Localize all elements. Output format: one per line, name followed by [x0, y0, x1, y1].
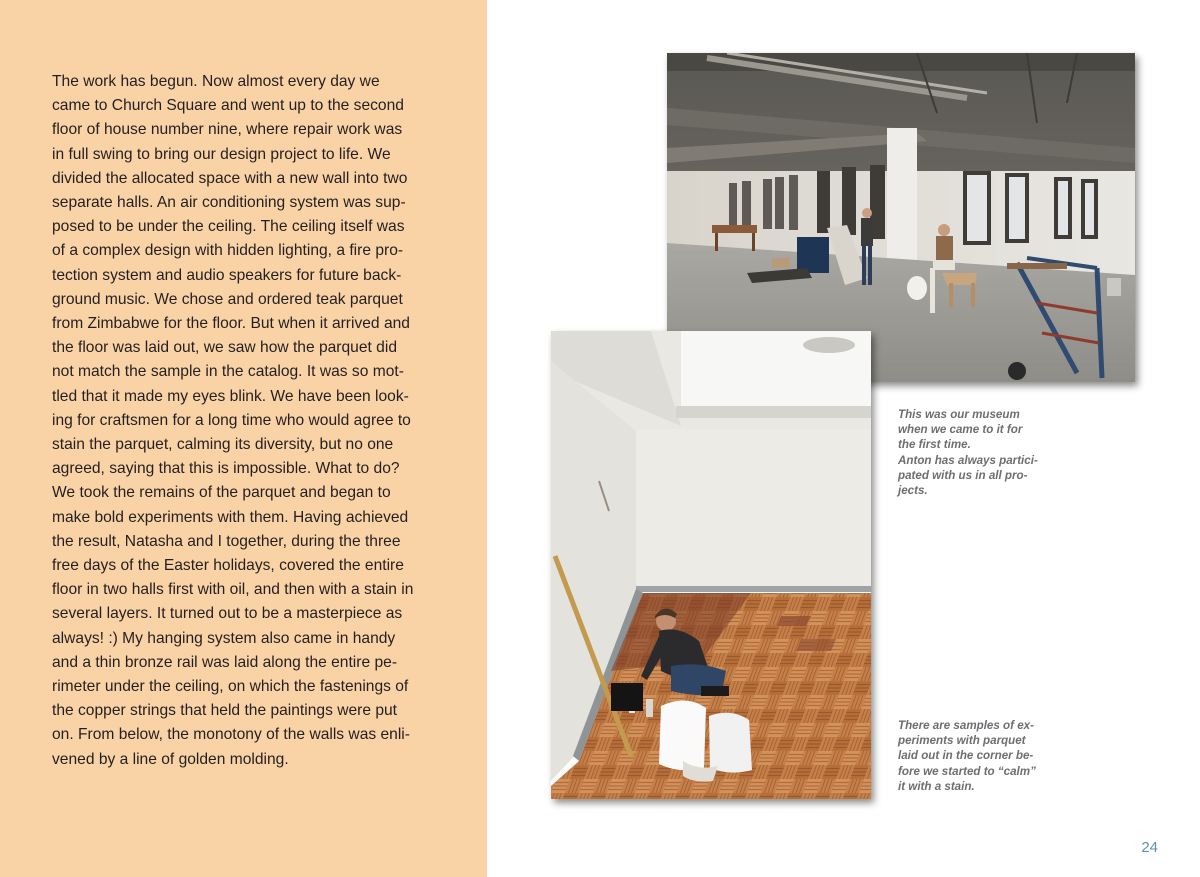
body-text-line: We took the remains of the parquet and began to [52, 484, 391, 502]
caption-line: jects. [898, 484, 928, 498]
caption-line: it with a stain. [898, 779, 975, 793]
body-text-line: vened by a line of golden molding. [52, 750, 289, 768]
body-text-line: divided the allocated space with a new wall into two [52, 169, 408, 187]
body-text-line: stain the parquet, calming its diversity, but no one [52, 436, 394, 454]
body-text-line: of a complex design with hidden lighting, a fire pro- [52, 242, 404, 260]
body-text-line: make bold experiments with them. Having achieved [52, 508, 409, 526]
body-text-line: floor in two halls first with oil, and then with a stain in [52, 581, 414, 599]
body-text-line: the floor was laid out, we saw how the parquet did [52, 339, 397, 357]
body-text-line: free days of the Easter holidays, covered the entire [52, 557, 404, 575]
caption-line: There are samples of ex- [898, 719, 1034, 732]
body-text-line: on. From below, the monotony of the walls was enli- [52, 726, 410, 744]
body-text-line: tled that it made my eyes blink. We have been look- [52, 387, 409, 405]
body-text-line: The work has begun. Now almost every day we [52, 73, 380, 90]
body-text-line: from Zimbabwe for the floor. But when it arrived and [52, 315, 410, 333]
caption-line: Anton has always partici- [898, 453, 1038, 467]
left-text-panel [0, 0, 487, 877]
body-text-line: the copper strings that held the paintings were put [52, 702, 398, 720]
body-text-line: ground music. We chose and ordered teak parquet [52, 290, 403, 308]
body-text-line: separate halls. An air conditioning system was sup- [52, 194, 406, 212]
caption-line: This was our museum [898, 408, 1020, 421]
caption-line: fore we started to “calm” [898, 764, 1036, 778]
body-text-line: in full swing to bring our design project to life. We [52, 145, 391, 163]
top-photo-caption [898, 407, 1078, 498]
caption-line: pated with us in all pro- [898, 468, 1028, 482]
bottom-photo-caption [898, 718, 1078, 794]
body-text-line: the result, Natasha and I together, during the three [52, 532, 401, 550]
parquet-samples-photo [551, 331, 871, 799]
caption-line: the first time. [898, 438, 971, 452]
body-text-line: not match the sample in the catalog. It was so mot- [52, 363, 404, 381]
body-text-line: floor of house number nine, where repair work was [52, 121, 403, 139]
page-number: 24 [1141, 839, 1158, 856]
body-text-line: came to Church Square and went up to the second [52, 97, 404, 115]
body-text-line: rimeter under the ceiling, on which the fastenings of [52, 678, 409, 696]
body-text-line: always! :) My hanging system also came in handy [52, 629, 396, 647]
body-text-line: agreed, saying that this is impossible. What to do? [52, 460, 400, 478]
body-text-line: and a thin bronze rail was laid along the entire pe- [52, 653, 398, 671]
caption-line: periments with parquet [898, 734, 1026, 748]
caption-line: laid out in the corner be- [898, 749, 1034, 763]
body-text [52, 70, 437, 772]
body-text-line: several layers. It turned out to be a masterpiece as [52, 605, 403, 623]
caption-line: when we came to it for [898, 423, 1023, 437]
body-text-line: posed to be under the ceiling. The ceiling itself was [52, 218, 405, 236]
body-text-line: ing for craftsmen for a long time who would agree to [52, 411, 411, 429]
body-text-line: tection system and audio speakers for future back- [52, 266, 402, 284]
